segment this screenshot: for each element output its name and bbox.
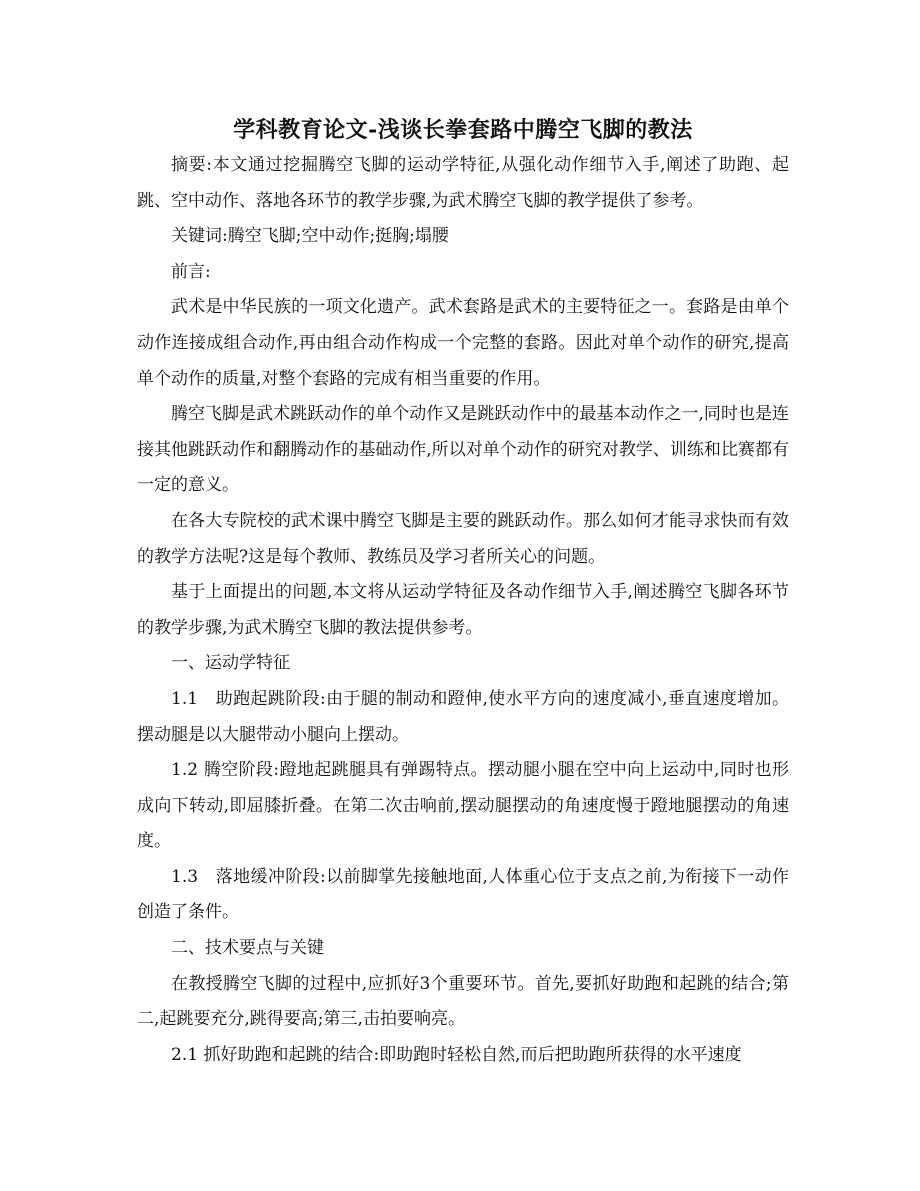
document-title: 学科教育论文-浅谈长拳套路中腾空飞脚的教法: [233, 117, 693, 143]
body-paragraph: 1.1 助跑起跳阶段:由于腿的制动和蹬伸,使水平方向的速度减小,垂直速度增加。摆动腿是以大腿带动小腿向上摆动。: [137, 688, 789, 745]
document-body: [137, 112, 789, 1073]
body-paragraph: 1.3 落地缓冲阶段:以前脚掌先接触地面,人体重心位于支点之前,为衔接下一动作创造了条件。: [137, 866, 789, 923]
section-heading: 二、技术要点与关键: [171, 938, 324, 959]
abstract-paragraph: 摘要:本文通过挖掘腾空飞脚的运动学特征,从强化动作细节入手,阐述了助跑、起跳、空中动作、落地各环节的教学步骤,为武术腾空飞脚的教学提供了参考。: [137, 155, 789, 211]
body-paragraph: 腾空飞脚是武术跳跃动作的单个动作又是跳跃动作中的最基本动作之一,同时也是连接其他跳跃动作和翻腾动作的基础动作,所以对单个动作的研究对教学、训练和比赛都有一定的意义。: [137, 404, 789, 496]
keywords-paragraph: 关键词:腾空飞脚;空中动作;挺胸;塌腰: [171, 226, 449, 247]
body-paragraph: 2.1 抓好助跑和起跳的结合:即助跑时轻松自然,而后把助跑所获得的水平速度: [171, 1044, 742, 1065]
section-heading: 一、运动学特征: [171, 653, 290, 674]
body-paragraph: 在教授腾空飞脚的过程中,应抓好3个重要环节。首先,要抓好助跑和起跳的结合;第二,起跳要充分,跳得要高;第三,击拍要响亮。: [137, 973, 789, 1030]
body-paragraph: 在各大专院校的武术课中腾空飞脚是主要的跳跃动作。那么如何才能寻求快而有效的教学方法呢?这是每个教师、教练员及学习者所关心的问题。: [137, 510, 789, 567]
body-paragraph: 基于上面提出的问题,本文将从运动学特征及各动作细节入手,阐述腾空飞脚各环节的教学步骤,为武术腾空飞脚的教法提供参考。: [137, 582, 789, 638]
body-paragraph: 1.2 腾空阶段:蹬地起跳腿具有弹踢特点。摆动腿小腿在空中向上运动中,同时也形成向下转动,即屈膝折叠。在第二次击响前,摆动腿摆动的角速度慢于蹬地腿摆动的角速度。: [137, 760, 789, 852]
preface-heading: 前言:: [171, 261, 211, 282]
body-paragraph: 武术是中华民族的一项文化遗产。武术套路是武术的主要特征之一。套路是由单个动作连接成组合动作,再由组合动作构成一个完整的套路。因此对单个动作的研究,提高单个动作的质量,对整个套路的完成有相当重要的作用。: [137, 297, 789, 389]
